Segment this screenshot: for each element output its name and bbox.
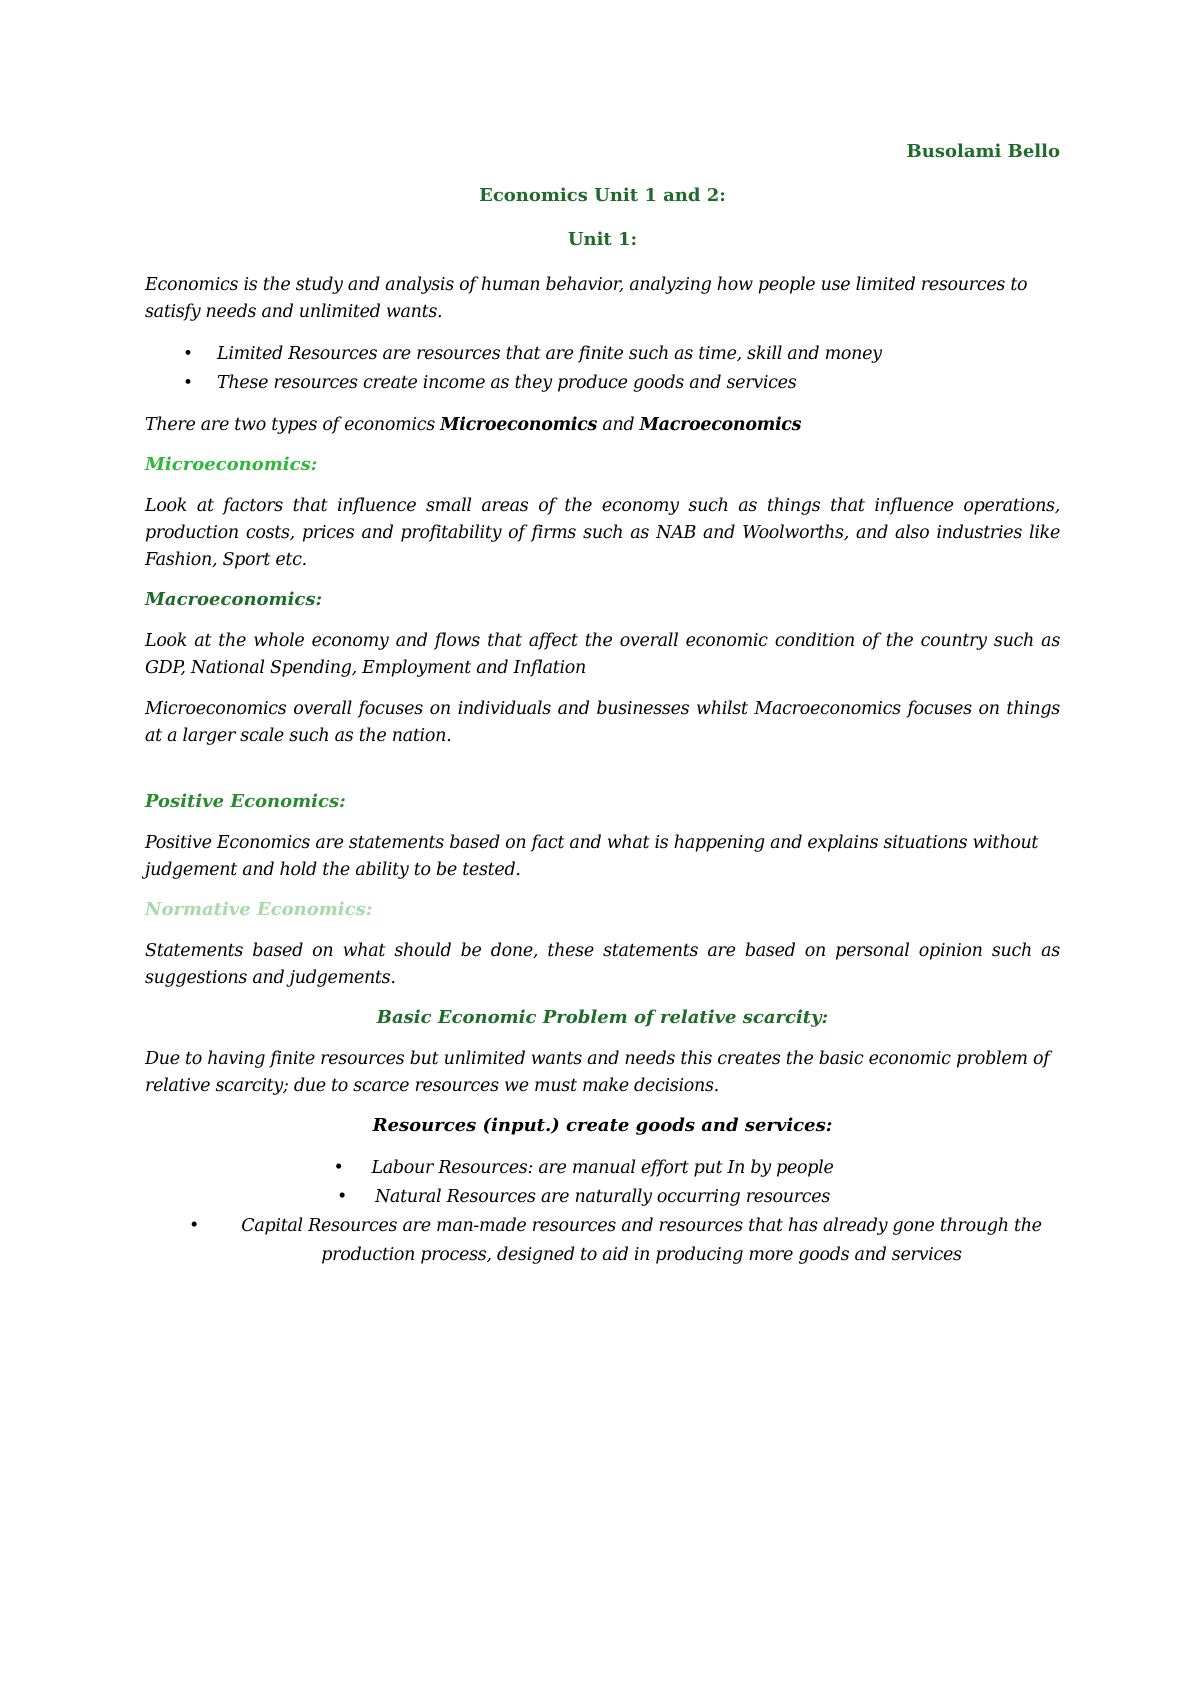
- bullet-icon: •: [183, 344, 193, 364]
- list-item: [145, 340, 1060, 369]
- types-and: and: [597, 415, 640, 435]
- bullet-icon: •: [333, 1158, 344, 1178]
- micro-macro-summary: Microeconomics overall focuses on individuals and businesses whilst Macroeconomics focuses on things at a larger scale such as the nation.: [145, 699, 1060, 746]
- list-item: [145, 1212, 1060, 1270]
- intro-bullet-list: [145, 340, 1060, 398]
- author-name: Busolami Bello: [906, 141, 1060, 162]
- positive-economics-heading: Positive Economics:: [145, 791, 346, 812]
- macroeconomics-text: Look at the whole economy and flows that affect the overall economic condition of the country such as GDP, National Spending, Employment and Inflation: [145, 631, 1060, 678]
- list-item-text: Labour Resources: are manual effort put In by people: [371, 1158, 834, 1178]
- positive-economics-text: Positive Economics are statements based on fact and what is happening and explains situations without judgement and hold the ability to be tested.: [145, 833, 1039, 880]
- list-item-text: Capital Resources are man-made resources and resources that has already gone through the production process, designed to aid in producing more goods and services: [241, 1216, 1042, 1265]
- types-macro-term: Macroeconomics: [639, 415, 802, 435]
- scarcity-text: Due to having finite resources but unlimited wants and needs this creates the basic economic problem of relative scarcity; due to scarce resources we must make decisions.: [145, 1049, 1050, 1096]
- resources-heading: Resources (input.) create goods and services:: [372, 1115, 833, 1136]
- list-item-text: Limited Resources are resources that are finite such as time, skill and money: [217, 344, 882, 364]
- bullet-icon: •: [183, 373, 193, 393]
- document-page: [145, 140, 1060, 1270]
- economics-definition: Economics is the study and analysis of human behavior, analyzing how people use limited resources to satisfy needs and unlimited wants.: [145, 275, 1028, 322]
- unit-heading: Unit 1:: [567, 229, 638, 250]
- list-item: [145, 1154, 1060, 1183]
- normative-economics-text: Statements based on what should be done, these statements are based on personal opinion such as suggestions and judgements.: [145, 941, 1060, 988]
- normative-economics-heading: Normative Economics:: [145, 899, 373, 920]
- list-item-text: These resources create income as they produce goods and services: [217, 373, 797, 393]
- resources-bullet-list: [145, 1154, 1060, 1270]
- bullet-icon: •: [189, 1216, 200, 1236]
- types-micro-term: Microeconomics: [440, 415, 598, 435]
- list-item: [145, 1183, 1060, 1212]
- economics-types-sentence: [145, 412, 1060, 439]
- list-item: [145, 369, 1060, 398]
- microeconomics-text: Look at factors that influence small areas of the economy such as things that influence operations, production costs, prices and profitability of firms such as NAB and Woolworths, and also industries like Fashion, Sport etc.: [145, 496, 1060, 570]
- scarcity-heading: Basic Economic Problem of relative scarcity:: [376, 1007, 829, 1028]
- microeconomics-heading: Microeconomics:: [145, 454, 318, 475]
- macroeconomics-heading: Macroeconomics:: [145, 589, 323, 610]
- bullet-icon: •: [336, 1187, 347, 1207]
- types-prefix: There are two types of economics: [145, 415, 441, 435]
- list-item-text: Natural Resources are naturally occurring resources: [374, 1187, 831, 1207]
- document-title: Economics Unit 1 and 2:: [479, 185, 726, 206]
